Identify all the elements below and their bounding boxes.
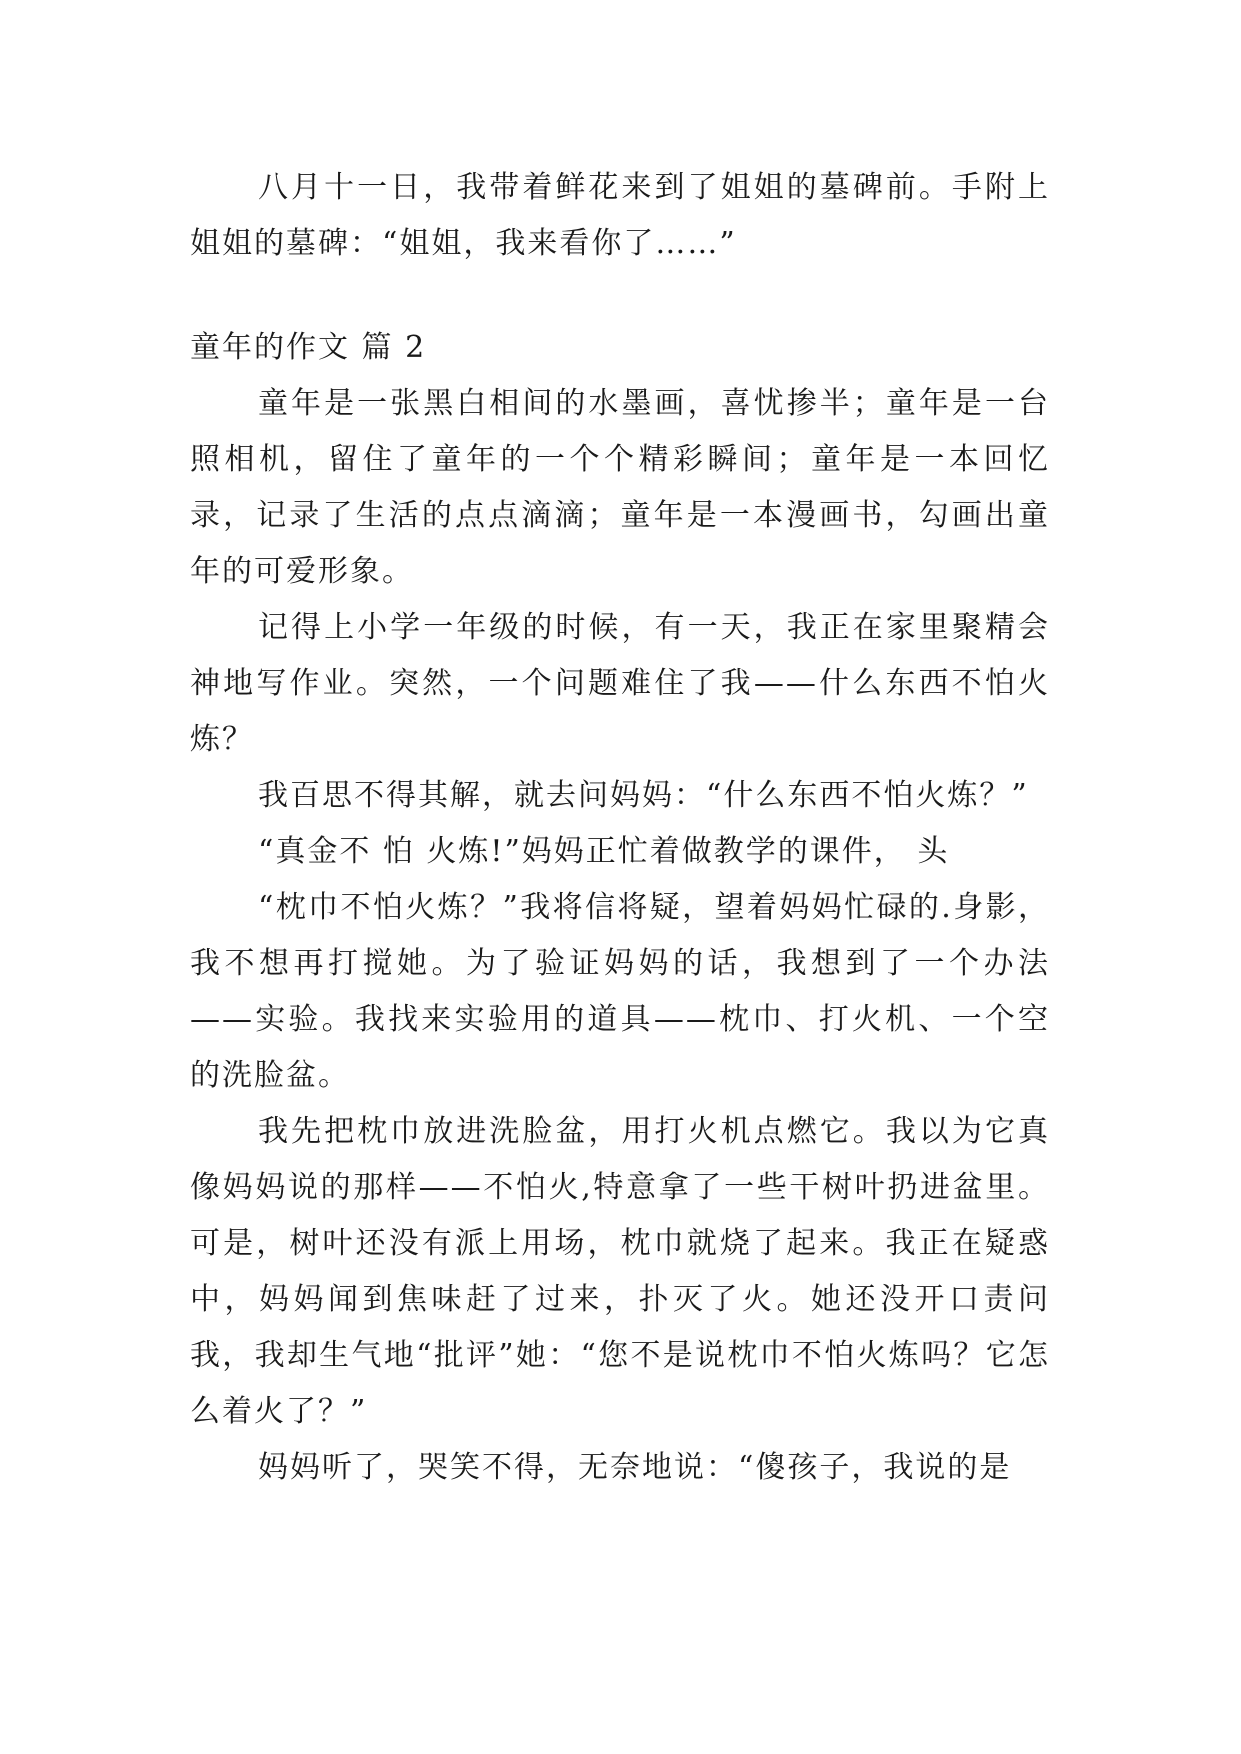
paragraph: “真金不 怕 火炼!”妈妈正忙着做教学的课件， 头 bbox=[258, 834, 950, 869]
section-title: 童年的作文 篇 2 bbox=[190, 330, 427, 365]
paragraph: 我先把枕巾放进洗脸盆，用打火机点燃它。我以为它真像妈妈说的那样——不怕火,特意拿了一些干树叶扔进盆里。可是，树叶还没有派上用场，枕巾就烧了起来。我正在疑惑中，妈妈闻到焦味赶了过来，扑灭了火。她还没开口责问我，我却生气地“批评”她：“您不是说枕巾不怕火炼吗？它怎么着火了？” bbox=[190, 1114, 1050, 1429]
paragraph: 我百思不得其解，就去问妈妈：“什么东西不怕火炼？” bbox=[258, 778, 1029, 813]
paragraph: “枕巾不怕火炼？”我将信将疑，望着妈妈忙碌的.身影，我不想再打搅她。为了验证妈妈的话，我想到了一个办法——实验。我找来实验用的道具——枕巾、打火机、一个空的洗脸盆。 bbox=[190, 890, 1050, 1093]
paragraph-intro: 八月十一日，我带着鲜花来到了姐姐的墓碑前。手附上姐姐的墓碑：“姐姐，我来看你了……” bbox=[190, 170, 1050, 261]
paragraph: 童年是一张黑白相间的水墨画，喜忧掺半；童年是一台照相机，留住了童年的一个个精彩瞬间；童年是一本回忆录，记录了生活的点点滴滴；童年是一本漫画书，勾画出童年的可爱形象。 bbox=[190, 386, 1050, 589]
paragraph: 妈妈听了，哭笑不得，无奈地说：“傻孩子，我说的是 bbox=[258, 1450, 1012, 1485]
document-body bbox=[190, 160, 1050, 1496]
paragraph: 记得上小学一年级的时候，有一天，我正在家里聚精会神地写作业。突然，一个问题难住了我——什么东西不怕火炼？ bbox=[190, 610, 1050, 757]
